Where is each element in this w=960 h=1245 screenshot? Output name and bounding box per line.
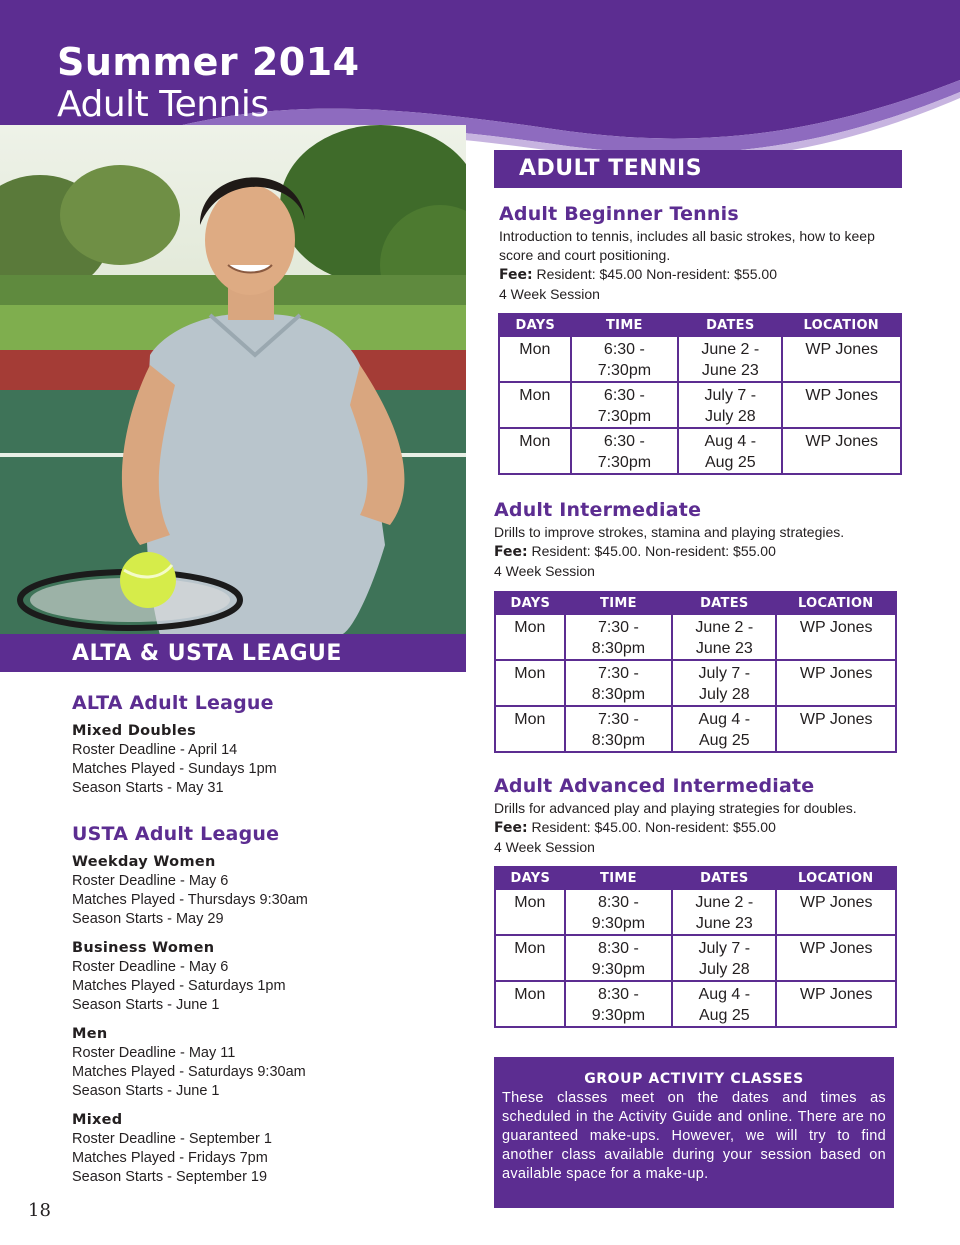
cell-dates (672, 889, 776, 935)
cell-dates (672, 614, 776, 660)
cell-location: WP Jones (782, 382, 901, 428)
col-header-dates: DATES (678, 314, 782, 336)
league-group (72, 853, 452, 929)
adult-tennis-banner: ADULT TENNIS (494, 150, 902, 188)
fee-value: Resident: $45.00 Non-resident: $55.00 (536, 266, 777, 282)
col-header-dates: DATES (672, 592, 776, 614)
cell-dates (678, 336, 782, 382)
cell-day: Mon (499, 428, 571, 474)
alta-heading: ALTA Adult League (72, 692, 274, 714)
col-header-days: DAYS (495, 592, 565, 614)
cell-time: 6:30 - 7:30pm (571, 382, 678, 428)
table-header-row (495, 592, 896, 614)
col-header-location: LOCATION (782, 314, 901, 336)
date-start: July 7 - (698, 665, 751, 682)
table-row (495, 614, 896, 660)
date-end: Aug 25 (704, 454, 756, 471)
group-activity-title: GROUP ACTIVITY CLASSES (584, 1071, 804, 1087)
league-line: Matches Played - Saturdays 1pm (72, 978, 286, 994)
cell-location: WP Jones (782, 428, 901, 474)
cell-time: 7:30 - 8:30pm (565, 706, 672, 752)
table-row (495, 981, 896, 1027)
date-start: July 7 - (698, 940, 751, 957)
section-adult-intermediate (494, 499, 904, 581)
date-end: July 28 (704, 408, 756, 425)
table-row (499, 428, 901, 474)
league-group-name: Men (72, 1026, 108, 1042)
cell-time: 7:30 - 8:30pm (565, 660, 672, 706)
cell-day: Mon (495, 935, 565, 981)
league-line: Roster Deadline - May 11 (72, 1045, 236, 1061)
usta-adult-league (72, 823, 452, 1197)
fee-label: Fee: (494, 544, 528, 560)
group-activity-body: These classes meet on the dates and times as scheduled in the Activity Guide and online. There are no guaranteed make-ups. However, we will try to find another class available during your session based on available space for a make-up. (502, 1090, 886, 1182)
schedule-table-intermediate (494, 591, 897, 753)
cell-day: Mon (495, 706, 565, 752)
date-start: Aug 4 - (704, 433, 757, 450)
cell-day: Mon (495, 981, 565, 1027)
section-title: Adult Intermediate (494, 499, 702, 521)
league-line: Season Starts - May 31 (72, 780, 224, 796)
date-start: June 2 - (695, 894, 754, 911)
league-group-name: Business Women (72, 940, 215, 956)
league-group-name: Mixed (72, 1112, 123, 1128)
usta-heading: USTA Adult League (72, 823, 280, 845)
section-adult-beginner (499, 203, 909, 304)
page-subtitle: Adult Tennis (57, 84, 269, 125)
col-header-location: LOCATION (776, 867, 896, 889)
cell-location: WP Jones (776, 706, 896, 752)
league-line: Matches Played - Thursdays 9:30am (72, 892, 308, 908)
league-group (72, 1025, 452, 1101)
cell-dates (672, 935, 776, 981)
cell-time: 6:30 - 7:30pm (571, 336, 678, 382)
league-line: Season Starts - September 19 (72, 1169, 268, 1185)
col-header-location: LOCATION (776, 592, 896, 614)
cell-time: 6:30 - 7:30pm (571, 428, 678, 474)
league-line: Roster Deadline - May 6 (72, 959, 229, 975)
table-row (499, 382, 901, 428)
league-line: Roster Deadline - May 6 (72, 873, 229, 889)
section-description: Drills for advanced play and playing strategies for doubles. (494, 800, 857, 816)
section-fee (494, 818, 904, 838)
col-header-days: DAYS (495, 867, 565, 889)
date-end: Aug 25 (698, 1007, 750, 1024)
cell-location: WP Jones (776, 935, 896, 981)
league-line: Matches Played - Fridays 7pm (72, 1150, 268, 1166)
schedule-table-beginner (498, 313, 902, 475)
page-number: 18 (28, 1200, 51, 1221)
col-header-time: TIME (571, 314, 678, 336)
section-session: 4 Week Session (499, 286, 600, 302)
fee-value: Resident: $45.00. Non-resident: $55.00 (531, 819, 776, 835)
section-session: 4 Week Session (494, 563, 595, 579)
cell-time: 8:30 - 9:30pm (565, 889, 672, 935)
date-start: June 2 - (695, 619, 754, 636)
section-description: Drills to improve strokes, stamina and playing strategies. (494, 524, 845, 540)
section-title: Adult Advanced Intermediate (494, 775, 815, 797)
cell-time: 8:30 - 9:30pm (565, 935, 672, 981)
table-row (495, 935, 896, 981)
cell-location: WP Jones (782, 336, 901, 382)
date-end: June 23 (701, 362, 759, 379)
section-title: Adult Beginner Tennis (499, 203, 739, 225)
league-line: Season Starts - May 29 (72, 911, 224, 927)
section-adult-advanced-intermediate (494, 775, 904, 857)
date-end: July 28 (698, 961, 750, 978)
tennis-player-photo (0, 125, 466, 635)
league-group (72, 1111, 452, 1187)
league-line: Matches Played - Saturdays 9:30am (72, 1064, 306, 1080)
cell-time: 8:30 - 9:30pm (565, 981, 672, 1027)
date-end: June 23 (695, 640, 753, 657)
table-row (499, 336, 901, 382)
section-description: Introduction to tennis, includes all basic strokes, how to keep score and court positioning. (499, 228, 875, 263)
date-end: July 28 (698, 686, 750, 703)
col-header-time: TIME (565, 867, 672, 889)
cell-dates (672, 981, 776, 1027)
cell-dates (672, 660, 776, 706)
table-row (495, 660, 896, 706)
cell-dates (678, 428, 782, 474)
table-row (495, 706, 896, 752)
fee-label: Fee: (499, 267, 533, 283)
fee-value: Resident: $45.00. Non-resident: $55.00 (531, 543, 776, 559)
group-activity-box (494, 1057, 894, 1208)
cell-dates (672, 706, 776, 752)
section-session: 4 Week Session (494, 839, 595, 855)
cell-day: Mon (495, 889, 565, 935)
col-header-time: TIME (565, 592, 672, 614)
cell-location: WP Jones (776, 660, 896, 706)
section-fee (494, 542, 904, 562)
date-end: Aug 25 (698, 732, 750, 749)
league-group (72, 939, 452, 1015)
league-group-name: Mixed Doubles (72, 723, 197, 739)
table-header-row (495, 867, 896, 889)
league-line: Roster Deadline - April 14 (72, 742, 238, 758)
cell-dates (678, 382, 782, 428)
col-header-days: DAYS (499, 314, 571, 336)
section-fee (499, 265, 909, 285)
cell-day: Mon (499, 336, 571, 382)
date-start: Aug 4 - (698, 986, 751, 1003)
cell-day: Mon (495, 660, 565, 706)
cell-location: WP Jones (776, 981, 896, 1027)
date-start: July 7 - (704, 387, 757, 404)
table-header-row (499, 314, 901, 336)
col-header-dates: DATES (672, 867, 776, 889)
date-end: June 23 (695, 915, 753, 932)
cell-day: Mon (495, 614, 565, 660)
league-line: Season Starts - June 1 (72, 997, 220, 1013)
league-line: Roster Deadline - September 1 (72, 1131, 272, 1147)
alta-usta-league-banner: ALTA & USTA LEAGUE (0, 634, 466, 672)
league-group (72, 722, 452, 798)
league-line: Season Starts - June 1 (72, 1083, 220, 1099)
cell-time: 7:30 - 8:30pm (565, 614, 672, 660)
schedule-table-advanced (494, 866, 897, 1028)
fee-label: Fee: (494, 820, 528, 836)
date-start: Aug 4 - (698, 711, 751, 728)
alta-adult-league (72, 692, 452, 808)
page-title: Summer 2014 (57, 40, 360, 84)
cell-location: WP Jones (776, 614, 896, 660)
cell-location: WP Jones (776, 889, 896, 935)
photo-illustration (0, 125, 466, 635)
table-row (495, 889, 896, 935)
date-start: June 2 - (701, 341, 760, 358)
league-group-name: Weekday Women (72, 854, 216, 870)
league-line: Matches Played - Sundays 1pm (72, 761, 277, 777)
cell-day: Mon (499, 382, 571, 428)
